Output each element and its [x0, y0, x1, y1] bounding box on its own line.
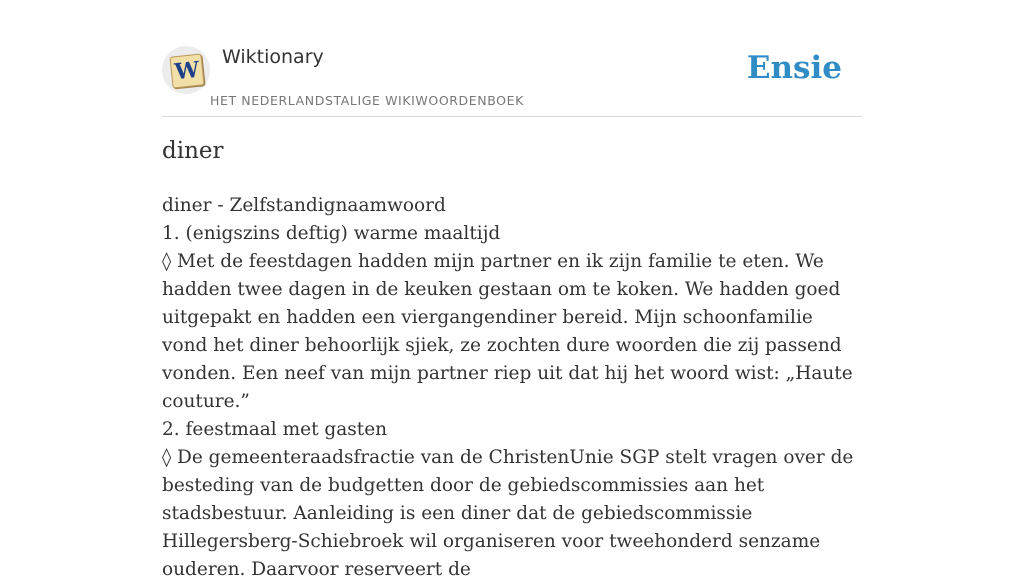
logo-letter: W [173, 56, 201, 86]
sense-example: ◊ Met de feestdagen hadden mijn partner en ik zijn familie te eten. We hadden twee dagen in de keuken gestaan om te koken. We hadden goed uitgepakt en hadden een viergangendiner bereid. Mijn schoonfamilie vond het diner behoorlijk sjiek, ze zochten dure woorden die zij passend vonden. Een neef van mijn partner riep uit dat hij het woord wist: „Haute couture.” [162, 251, 853, 412]
site-header [162, 0, 862, 117]
sense-definition: 1. (enigszins deftig) warme maaltijd [162, 223, 501, 244]
wiktionary-logo-icon[interactable] [162, 46, 210, 94]
part-of-speech-line: diner - Zelfstandignaamwoord [162, 195, 446, 216]
sense-example: ◊ De gemeenteraadsfractie van de ChristenUnie SGP stelt vragen over de besteding van de budgetten door de gebiedscommissies aan het stadsbestuur. Aanleiding is een diner dat de gebiedscommissie Hillegersberg-Schiebroek wil organiseren voor tweehonderd senzame ouderen. Daarvoor reserveert de [162, 447, 854, 580]
entry-body [162, 192, 862, 584]
sense-definition: 2. feestmaal met gasten [162, 419, 388, 440]
ensie-brand-link[interactable]: Ensie [746, 50, 842, 86]
logo-tile [169, 53, 204, 88]
entry-title: diner [162, 138, 224, 164]
site-name-link[interactable]: Wiktionary [222, 46, 324, 68]
site-tagline: HET NEDERLANDSTALIGE WIKIWOORDENBOEK [210, 93, 524, 108]
